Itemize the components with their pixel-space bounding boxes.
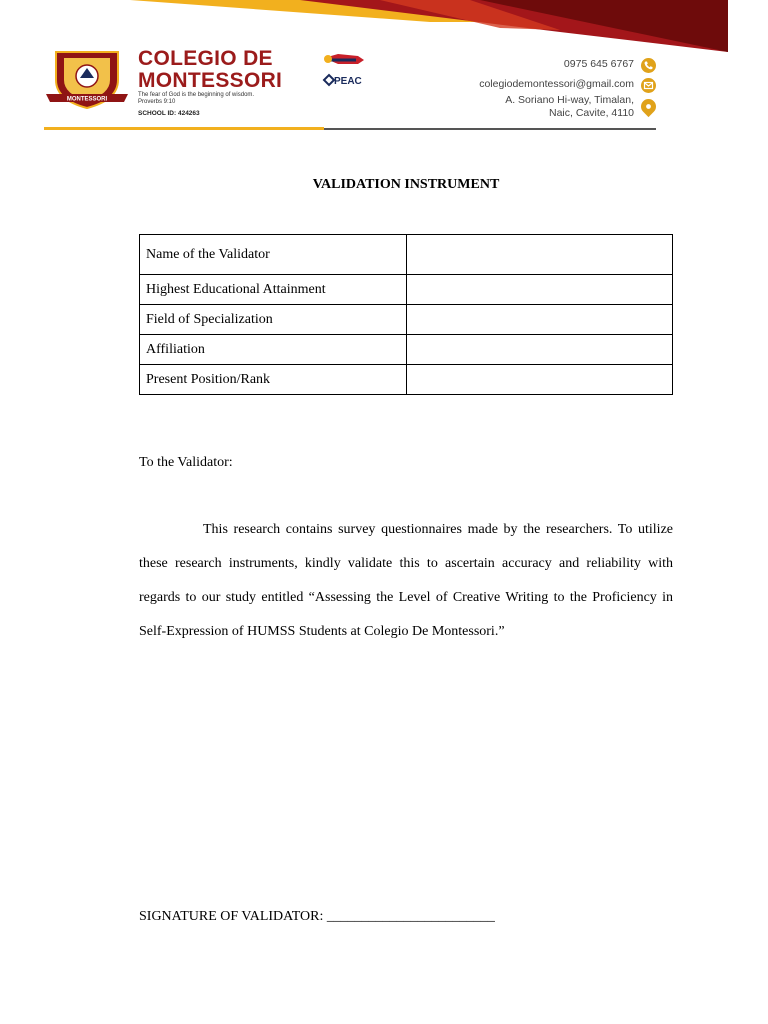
table-cell-label: Field of Specialization [140,305,407,335]
signature-line[interactable]: ________________________ [326,909,495,924]
school-name-line2: MONTESSORI [138,69,283,92]
contact-address-line1: A. Soriano Hi-way, Timalan, [505,94,634,106]
table-row [140,235,673,275]
contact-address-line2: Naic, Cavite, 4110 [548,107,634,119]
document-title: VALIDATION INSTRUMENT [312,177,500,192]
school-name-line1: COLEGIO DE [138,47,273,70]
signature-label: SIGNATURE OF VALIDATOR: [139,909,324,924]
field-of-specialization-field[interactable] [407,305,673,335]
name-of-validator-field[interactable] [407,235,673,275]
location-pin-icon [638,96,659,117]
school-id: SCHOOL ID: 424263 [138,110,200,117]
table-cell-label: Highest Educational Attainment [140,275,407,305]
affiliation-field[interactable] [407,335,673,365]
table-cell-label: Affiliation [140,335,407,365]
school-motto [138,92,308,106]
table-row [140,305,673,335]
crest-ribbon-text: MONTESSORI [66,96,108,103]
signature-block [139,909,495,925]
salutation: To the Validator: [139,455,233,470]
school-name [138,48,282,92]
validator-info-table [139,234,673,395]
header-rule-gold [44,127,324,130]
body-paragraph: This research contains survey questionnaires made by the researchers. To utilize these research instruments, kindly validate this to ascertain accuracy and reliability with regards to our study entitled “Assessing the Level of Creative Writing to the Proficiency in Self-Expression of HUMSS Students at Colegio De Montessori.” [139,522,673,639]
table-row [140,275,673,305]
motto-line2: Proverbs 9:10 [138,99,176,105]
table-cell-label: Present Position/Rank [140,365,407,395]
affiliation-name: PEAC [334,76,362,87]
table-row [140,365,673,395]
contact-email: colegiodemontessori@gmail.com [479,78,634,90]
contact-phone: 0975 645 6767 [563,58,634,70]
table-cell-label: Name of the Validator [140,235,407,275]
educational-attainment-field[interactable] [407,275,673,305]
motto-line1: The fear of God is the beginning of wisdom. [138,92,255,98]
position-rank-field[interactable] [407,365,673,395]
school-crest-logo [44,48,130,110]
phone-icon [641,58,656,73]
table-row [140,335,673,365]
header-rule-gray [324,128,656,130]
mail-icon [641,78,656,93]
